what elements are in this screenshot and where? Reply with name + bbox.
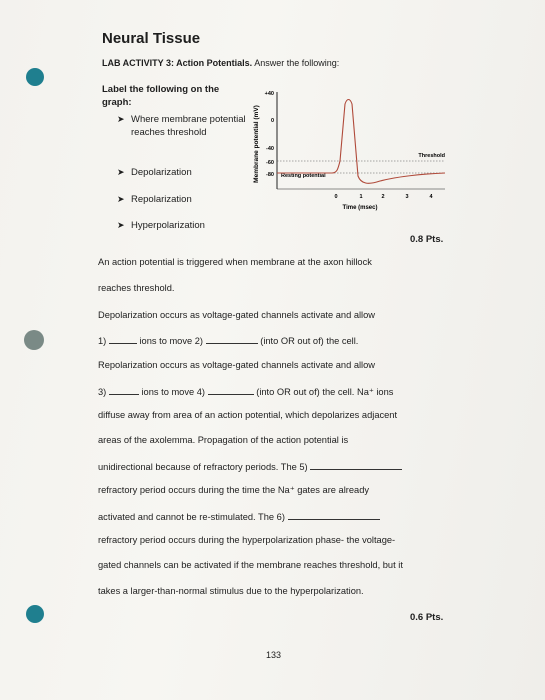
y-tick-neg40: -40 [266, 146, 274, 152]
body-line: refractory period occurs during the hyperpolarization phase- the voltage- [98, 535, 396, 545]
body-line: Repolarization occurs as voltage-gated channels activate and allow [98, 360, 376, 370]
y-tick-0: 0 [270, 118, 274, 124]
body-line: reaches threshold. [98, 283, 175, 293]
x-tick-4: 4 [429, 194, 433, 200]
blank-number: 1) [98, 336, 107, 346]
resting-label: Resting potential [281, 173, 326, 179]
blank-line-3-4 [98, 385, 393, 398]
body-line: Depolarization occurs as voltage-gated channels activate and allow [98, 310, 376, 320]
label-item-depolarization [117, 166, 192, 179]
blank-2[interactable] [206, 334, 258, 344]
page-title: Neural Tissue [102, 30, 201, 47]
blank-number: 3) [98, 387, 107, 397]
label-item-hyperpolarization [117, 219, 205, 232]
body-line: An action potential is triggered when membrane at the axon hillock [98, 257, 372, 267]
blank-line-1-2 [98, 334, 358, 346]
body-text: unidirectional because of refractory periods. The 5) [98, 462, 308, 472]
body-line: areas of the axolemma. Propagation of the action potential is [98, 435, 349, 445]
binder-hole-top [26, 68, 44, 86]
page-number: 133 [266, 650, 282, 660]
label-item-text: Depolarization [131, 167, 192, 178]
body-text: (into OR out of) the cell. [260, 336, 359, 346]
label-item-text: Hyperpolarization [131, 220, 205, 231]
arrow-icon: ➤ [117, 167, 125, 177]
x-axis-label: Time (msec) [342, 205, 378, 211]
activity-label: LAB ACTIVITY 3: Action Potentials. [102, 58, 253, 68]
blank-3[interactable] [109, 385, 139, 395]
body-text: activated and cannot be re-stimulated. The 6) [98, 512, 285, 522]
label-item-text: Repolarization [131, 194, 192, 205]
threshold-label: Threshold [418, 153, 445, 159]
y-tick-40pos: +40 [264, 91, 274, 97]
points-first: 0.8 Pts. [410, 234, 444, 245]
body-text: (into OR out of) the cell. Na⁺ ions [256, 387, 394, 397]
label-item-threshold [117, 113, 246, 139]
body-line: gated channels can be activated if the membrane reaches threshold, but it [98, 560, 403, 570]
body-text: ions to move 2) [139, 336, 204, 346]
arrow-icon: ➤ [117, 114, 125, 124]
arrow-icon: ➤ [117, 220, 125, 230]
label-item-repolarization [117, 193, 192, 206]
label-heading: Label the following on the graph: [102, 84, 220, 108]
x-tick-3: 3 [405, 194, 409, 200]
points-second: 0.6 Pts. [410, 612, 444, 623]
body-text: ions to move 4) [141, 387, 206, 397]
action-potential-trace [277, 100, 445, 184]
arrow-icon: ➤ [117, 194, 125, 204]
y-tick-neg80: -80 [266, 172, 274, 178]
x-tick-1: 1 [359, 194, 363, 200]
blank-1[interactable] [109, 334, 137, 344]
blank-6[interactable] [288, 510, 380, 520]
blank-line-5 [98, 460, 402, 472]
body-line: refractory period occurs during the time the Na⁺ gates are already [98, 485, 370, 495]
y-axis-label: Membrane potential (mV) [253, 105, 260, 183]
label-item-text: Where membrane potential reaches threshold [131, 114, 246, 138]
body-line: takes a larger-than-normal stimulus due to the hyperpolarization. [98, 586, 364, 596]
x-tick-0: 0 [334, 194, 338, 200]
activity-instruction: Answer the following: [252, 58, 340, 68]
blank-4[interactable] [208, 385, 254, 395]
y-tick-neg60: -60 [266, 160, 274, 166]
activity-subtitle [102, 58, 339, 68]
binder-hole-middle [24, 330, 44, 350]
action-potential-graph [250, 84, 450, 224]
blank-line-6 [98, 510, 380, 522]
blank-5[interactable] [310, 460, 402, 470]
binder-hole-bottom [26, 605, 44, 623]
body-line: diffuse away from area of an action potential, which depolarizes adjacent [98, 410, 398, 420]
x-tick-2: 2 [381, 194, 385, 200]
